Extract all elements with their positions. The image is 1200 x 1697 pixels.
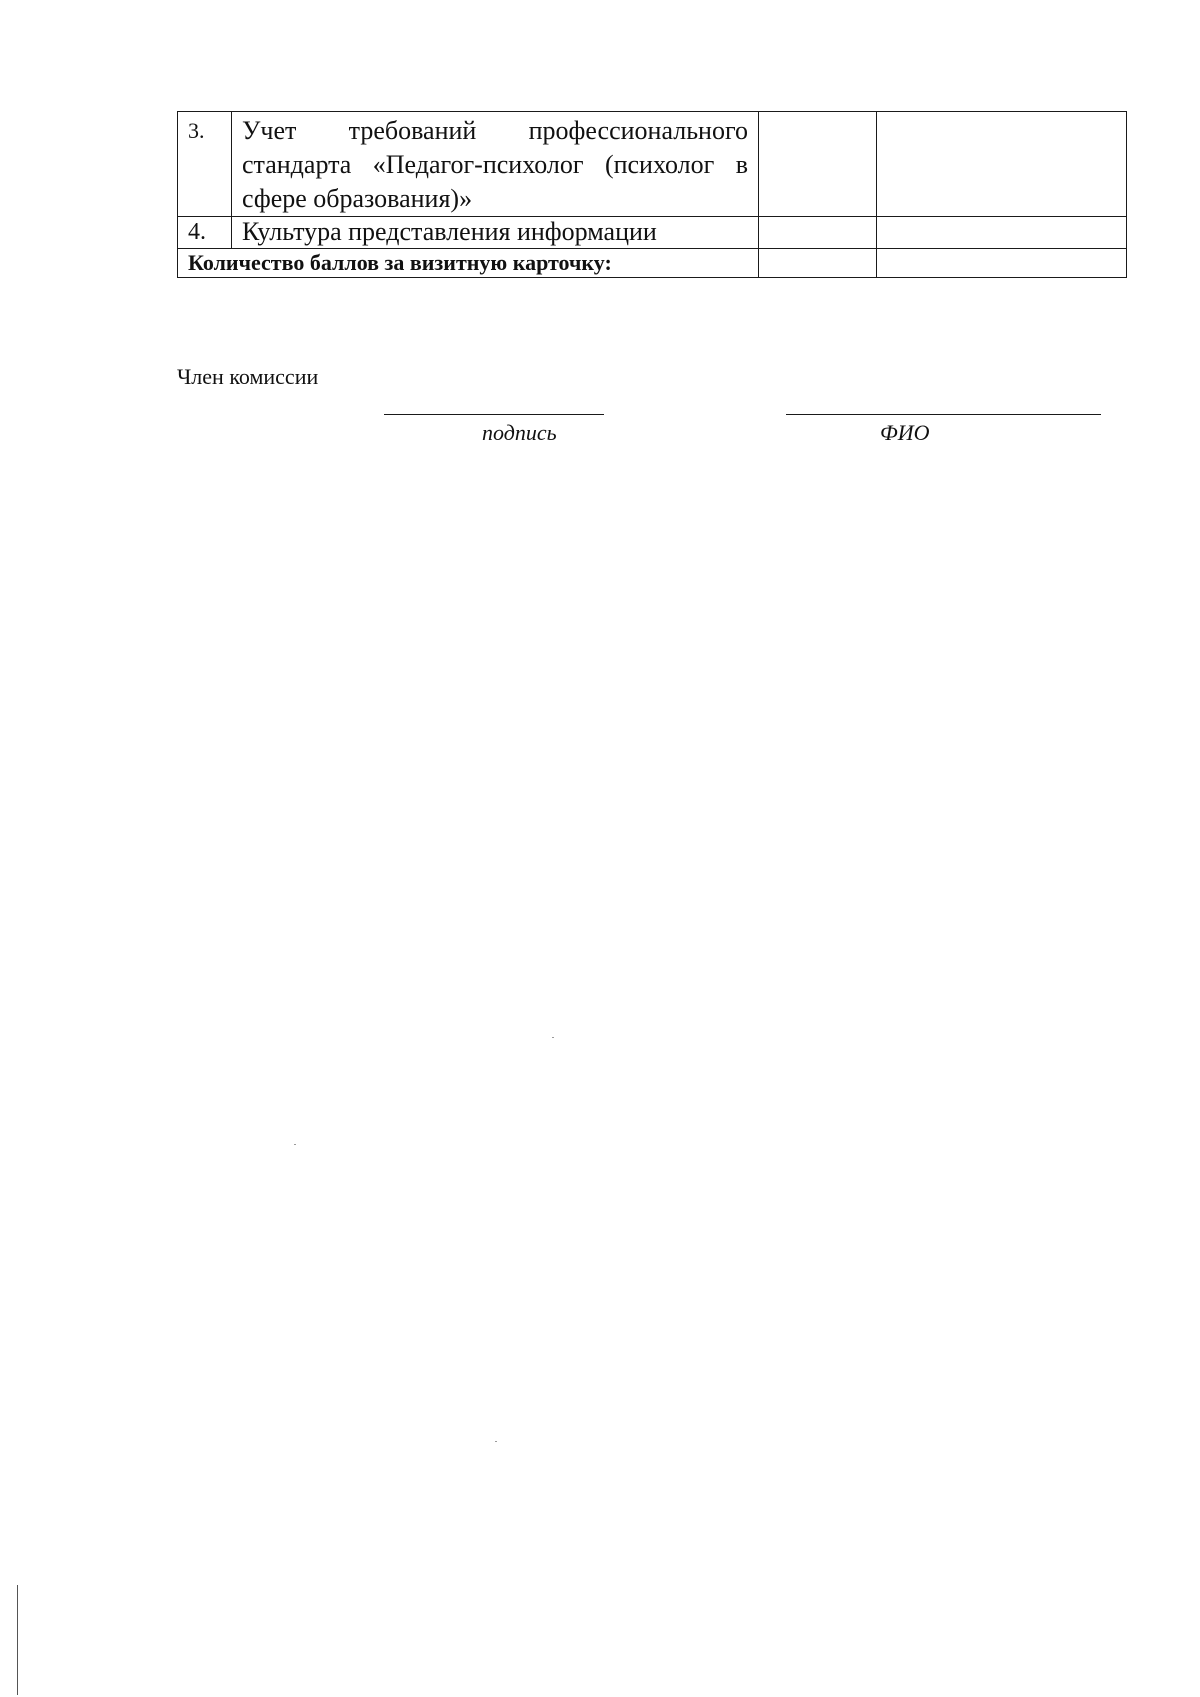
score-cell: [759, 112, 877, 217]
scan-speck: [552, 1037, 554, 1038]
row-number: 4.: [178, 217, 232, 249]
table-row: [178, 112, 1127, 217]
scan-speck: [294, 1144, 296, 1145]
total-score-cell: [877, 249, 1127, 278]
score-cell: [877, 112, 1127, 217]
criteria-table: [177, 111, 1127, 278]
scan-speck: [495, 1441, 497, 1442]
name-line: [786, 414, 1101, 415]
commission-member-label: Член комиссии: [177, 364, 319, 389]
score-cell: [759, 217, 877, 249]
criterion-text: Культура представления информации: [232, 217, 759, 249]
signature-line: [384, 414, 604, 415]
signature-caption: подпись: [482, 420, 557, 445]
total-label: Количество баллов за визитную карточку:: [178, 249, 759, 278]
table-row: [178, 217, 1127, 249]
total-row: [178, 249, 1127, 278]
scan-edge-line: [17, 1585, 18, 1695]
name-caption: ФИО: [880, 420, 930, 445]
row-number: 3.: [178, 112, 232, 217]
score-cell: [877, 217, 1127, 249]
total-score-cell: [759, 249, 877, 278]
criterion-text: Учет требований профессионального стандарта «Педагог-психолог (психолог в сфере образования)»: [232, 112, 759, 217]
